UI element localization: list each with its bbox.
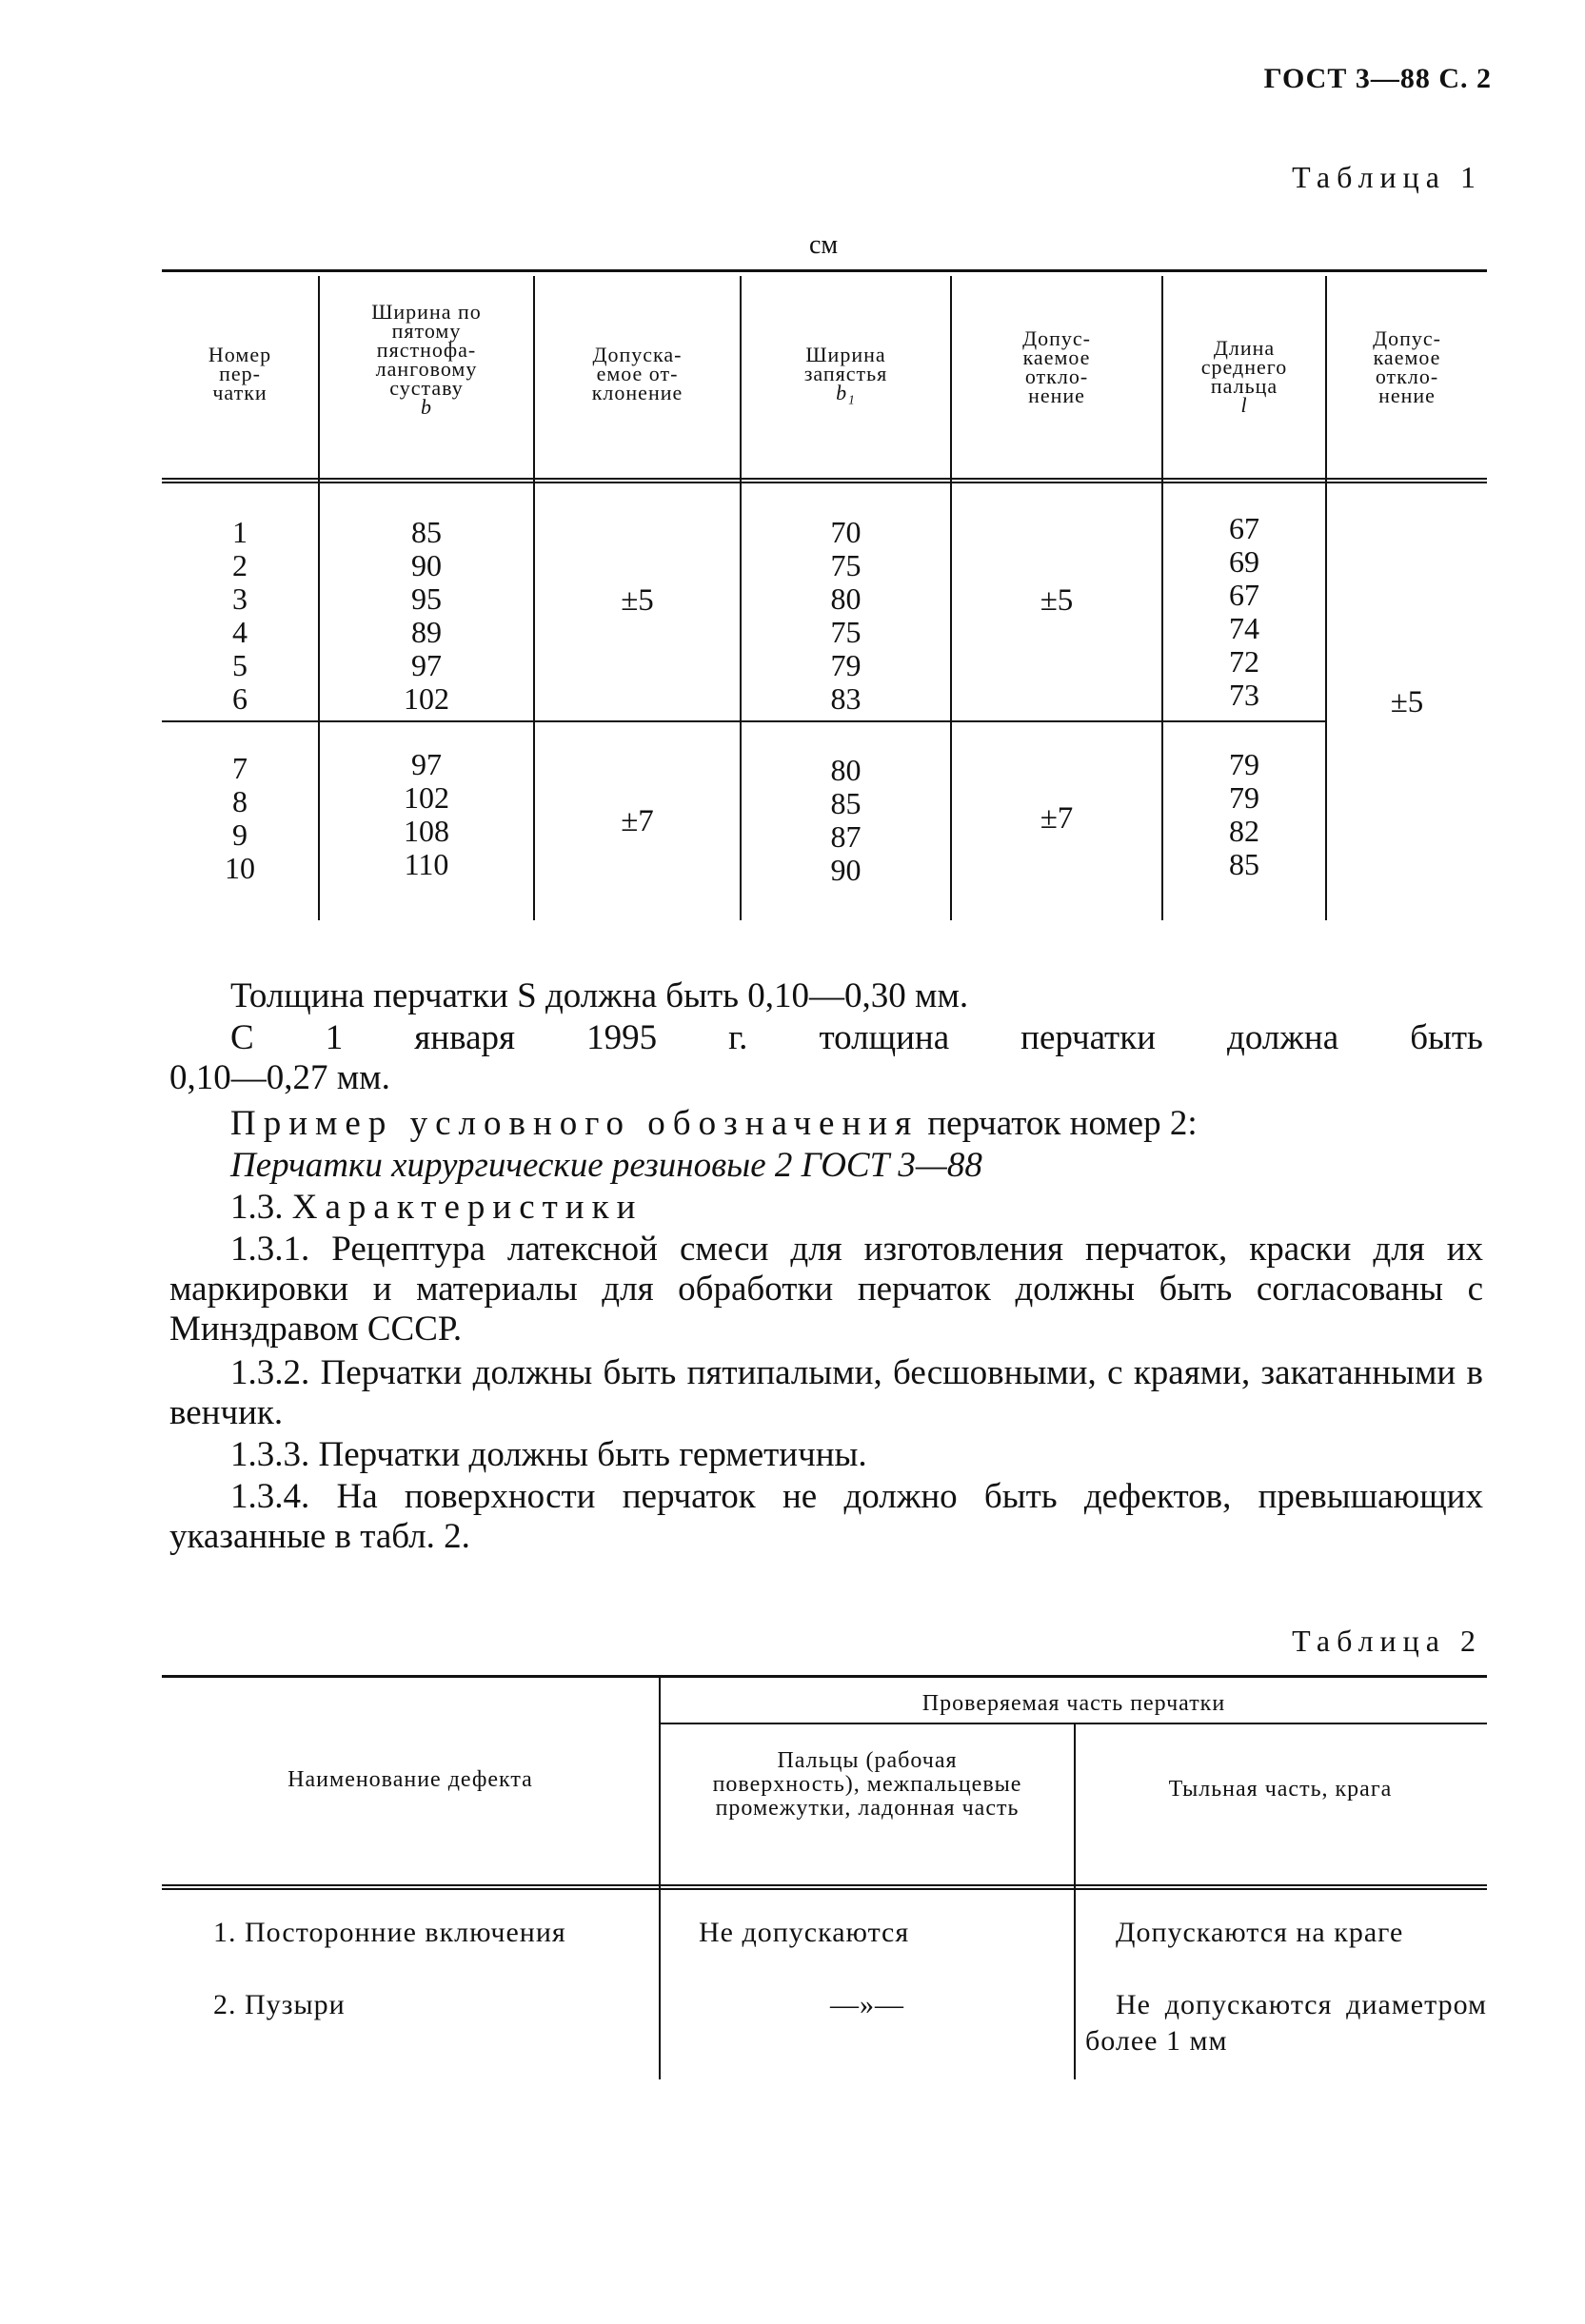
designation-example-intro: Пример условного обозначения перчаток номер 2:: [230, 1104, 1198, 1143]
group1-tolerance-b: ±5: [621, 583, 654, 618]
group1-finger-length-l: 67 69 67 74 72 73: [1229, 511, 1259, 712]
group1-numbers: 1 2 3 4 5 6: [232, 515, 248, 716]
table1-group-rule: [162, 720, 1327, 722]
paragraph-1-3-1: 1.3.1. Рецептура латексной смеси для изготовления перчаток, краски для их маркировки и материалы для обработки перчаток должны быть согласованы с Минздравом СССР.: [169, 1230, 1483, 1349]
table2-header-rule: [162, 1884, 1487, 1890]
header-tolerance-b: Допуска- емое от- клонение: [591, 343, 684, 404]
table-row-back: Допускаются на краге: [1116, 1917, 1404, 1948]
paragraph-1-3-4: 1.3.4. На поверхности перчаток не должно быть дефектов, превышающих указанные в табл. 2.: [169, 1477, 1483, 1556]
table1-unit: см: [809, 230, 839, 260]
group2-wrist-b1: 80 85 87 90: [830, 753, 862, 887]
group2-finger-length-l: 79 79 82 85: [1229, 747, 1259, 881]
section-1-3-heading: 1.3. Характеристики: [230, 1188, 644, 1227]
group1-tolerance-b1: ±5: [1040, 583, 1074, 618]
group2-tolerance-b1: ±7: [1040, 801, 1074, 836]
header-back-cuff: Тыльная часть, крага: [1168, 1777, 1393, 1802]
from-1995-line: С 1 января 1995 г. толщина перчатки должна быть: [230, 1018, 1483, 1057]
group2-numbers: 7 8 9 10: [225, 751, 255, 885]
table-row-defect: 1. Посторонние включения: [213, 1917, 566, 1948]
table-row-back: Не допускаются диаметром более 1 мм: [1085, 1989, 1487, 2057]
header-defect-name: Наименование дефекта: [287, 1767, 533, 1792]
paragraph-1-3-2: 1.3.2. Перчатки должны быть пятипалыми, бесшовными, с краями, закатанными в венчик.: [169, 1353, 1483, 1432]
header-finger-length-l: Длина среднего пальца l: [1200, 336, 1288, 417]
document-reference: ГОСТ 3—88 С. 2: [1263, 63, 1492, 94]
table-row-fingers: Не допускаются: [699, 1917, 910, 1948]
group2-width-b: 97 102 108 110: [404, 747, 449, 881]
paragraph-1-3-3: 1.3.3. Перчатки должны быть герметичны.: [230, 1435, 867, 1474]
table-row-defect: 2. Пузыри: [213, 1989, 346, 2020]
table1-caption: Таблица 1: [1292, 160, 1482, 194]
header-checked-part: Проверяемая часть перчатки: [921, 1691, 1226, 1716]
table2-caption: Таблица 2: [1292, 1624, 1482, 1658]
header-fingers-palm: Пальцы (рабочая поверхность), межпальцевые промежутки, ладонная часть: [712, 1748, 1022, 1821]
tolerance-l: ±5: [1390, 685, 1424, 719]
thickness-paragraph: Толщина перчатки S должна быть 0,10—0,30 мм.: [230, 976, 969, 1015]
from-1995-line-continued: 0,10—0,27 мм.: [169, 1058, 390, 1097]
table1-top-rule: [162, 269, 1487, 272]
group1-width-b: 85 90 95 89 97 102: [404, 515, 449, 716]
header-glove-number: Номер пер- чатки: [208, 343, 272, 404]
table-row-fingers: —»—: [830, 1989, 904, 2020]
designation-example: Перчатки хирургические резиновые 2 ГОСТ 3—88: [230, 1146, 982, 1185]
table2-col-rule: [1074, 1724, 1076, 2079]
header-tolerance-l: Допус- каемое откло- нение: [1373, 326, 1441, 407]
header-wrist-b1: Ширина запястья b₁: [803, 343, 888, 404]
table1-header-rule: [162, 478, 1487, 483]
group2-tolerance-b: ±7: [621, 804, 654, 838]
header-width-b: Ширина по пятому пястнофа- ланговому суставу b: [371, 300, 482, 419]
header-tolerance-b1: Допус- каемое откло- нение: [1022, 326, 1091, 407]
table2-top-rule: [162, 1675, 1487, 1678]
group1-wrist-b1: 70 75 80 75 79 83: [830, 515, 862, 716]
